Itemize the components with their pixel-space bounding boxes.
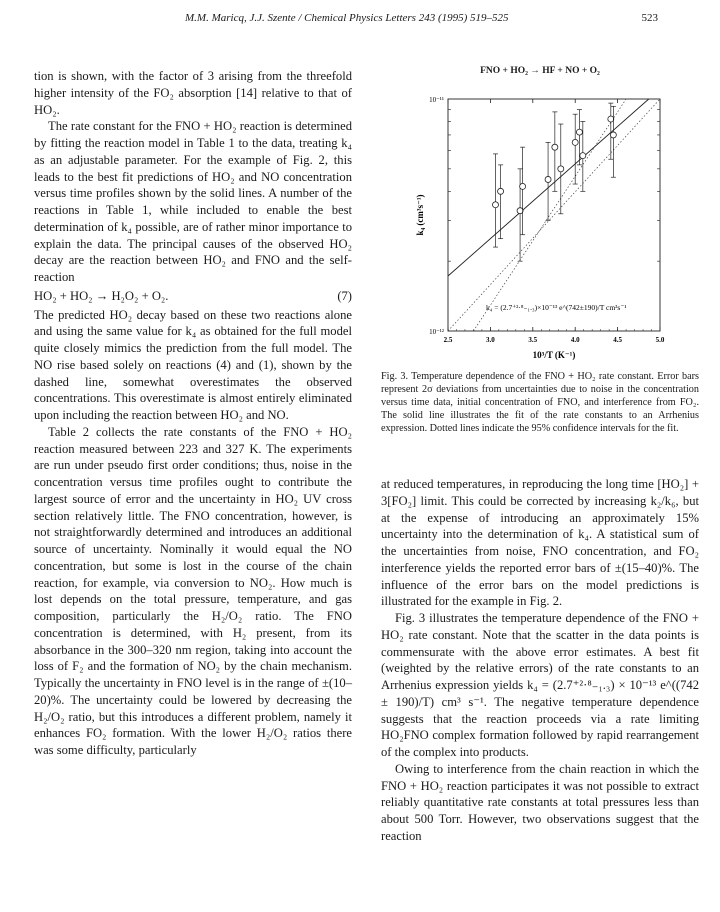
- y-axis-label: k₄ (cm³s⁻¹): [415, 194, 425, 236]
- confidence-line: [448, 99, 660, 331]
- left-column: [34, 68, 352, 759]
- data-point: [572, 139, 578, 145]
- paragraph: Fig. 3 illustrates the temperature dependence of the FNO + HO₂ rate constant. Note that the scatter in the data points is commensurate with the above error estimates. A best fit (weighted by the relative errors) of the rate constants to an Arrhenius expression yields k₄ = (2.7⁺²·⁸₋₁.₃) × 10⁻¹³ e^((742 ± 190)/T) cm³ s⁻¹. The negative temperature dependence suggests that the reaction proceeds via a rate limiting HO₂FNO complex formation followed by rapid rearrangement of the complex into products.: [381, 611, 699, 759]
- x-tick-label: 5.0: [655, 336, 665, 344]
- ytick-label-top: 10⁻¹¹: [429, 96, 444, 104]
- x-tick-label: 4.5: [613, 336, 622, 344]
- equation-number: (7): [337, 288, 352, 303]
- paragraph: The rate constant for the FNO + HO₂ reaction is determined by fitting the reaction model in Table 1 to the data, treating k₄ as an adjustable parameter. For the example of Fig. 2, this leads to the best fit predictions of HO₂ and NO concentration versus time profiles shown by the solid lines. A number of the reactions in Table 1, while included to enable the best determination of k₄ possible, are of rather minor importance to explain the data. The principal causes of the observed HO₂ decay are the reaction between HO₂ and FNO and the self-reaction: [34, 119, 352, 284]
- data-point: [610, 132, 616, 138]
- equation-text: HO₂ + HO₂ → H₂O₂ + O₂.: [34, 288, 169, 303]
- fit-label: k₄ = (2.7⁺²·⁸₋₁.₃)×10⁻¹³ e^(742±190)/T cm³s⁻¹: [486, 303, 627, 312]
- equation-7: [34, 288, 352, 305]
- figure-caption: Fig. 3. Temperature dependence of the FNO + HO₂ rate constant. Error bars represent 2σ deviations from uncertainties due to noise in the concentration versus time data, initial concentration of FNO, and interference from FO₂. The solid line illustrates the fit of the rate constants to an Arrhenius expression. Dotted lines indicate the 95% confidence intervals for the fit.: [381, 371, 699, 434]
- data-point: [608, 116, 614, 122]
- data-point: [517, 208, 523, 214]
- x-tick-label: 3.5: [528, 336, 538, 344]
- paragraph: at reduced temperatures, in reproducing the long time [HO₂] + 3[FO₂] limit. This could be corrected by increasing k₂/k₆, but at the expense of introducing an approximately 15% uncertainty into the determination of k₄. A statistical sum of the uncertainties from noise, FNO concentration, and FO₂ interference yields the reported error bars of ±(15–40)%. The influence of the error bars on the model predictions is illustrated for the example in Fig. 2.: [381, 477, 699, 609]
- ytick-label-bottom: 10⁻¹²: [429, 328, 444, 336]
- data-point: [552, 144, 558, 150]
- x-tick-label: 3.0: [486, 336, 495, 344]
- data-point: [576, 129, 582, 135]
- paragraph: tion is shown, with the factor of 3 arising from the threefold higher intensity of the FO₂ absorption [14] relative to that of HO₂.: [34, 69, 352, 117]
- x-axis-label: 10³/T (K⁻¹): [532, 350, 576, 360]
- data-point: [558, 166, 564, 172]
- arrhenius-plot: [381, 76, 699, 376]
- x-tick-label: 4.0: [570, 336, 580, 344]
- running-head: M.M. Maricq, J.J. Szente / Chemical Physics Letters 243 (1995) 519–525: [185, 12, 509, 24]
- paragraph: The predicted HO₂ decay based on these two reactions alone and using the same value for k₄ as obtained for the full model quite closely mimics the prediction from the full model. The NO rise based solely on reactions (4) and (1), shown by the dashed line, somewhat overestimates the observed concentrations. This overestimate is almost entirely eliminated upon including the reaction between HO₂ and NO.: [34, 307, 352, 422]
- data-point: [545, 176, 551, 182]
- running-header: [0, 12, 720, 28]
- data-point: [520, 183, 526, 189]
- data-point: [580, 153, 586, 159]
- data-point: [498, 188, 504, 194]
- figure-title: FNO + HO₂ → HF + NO + O₂: [480, 66, 600, 76]
- paragraph: Table 2 collects the rate constants of the FNO + HO₂ reaction measured between 223 and 327 K. The experiments are run under pseudo first order conditions; thus, noise in the concentration versus time profiles ought to contribute the largest source of error and the uncertainty in HO₂ UV cross section relatively little. The FNO concentration, however, is not straightforwardly determined and introduces an additional source of uncertainty. Nominally it would equal the NO concentration, but some is lost in the course of the chain reaction, for example, via conversion to NO₂. How much is lost depends on the total pressure, temperature, and gas composition, particularly the H₂/O₂ ratio. The FNO concentration is determined, with H₂ present, from its absorbance in the 300–320 nm region, taking into account the loss of F₂ and the formation of NO₂ by the chain mechanism. Typically the uncertainty in FNO level is in the range of ±(10–20)%. The uncertainty could be lowered by decreasing the H₂/O₂ ratio, but this introduces a different problem, namely it enhances FO₂ formation. With the lower H₂/O₂ ratios there was some difficulty, particularly: [34, 424, 352, 757]
- data-point: [492, 202, 498, 208]
- page-number: 523: [641, 12, 658, 24]
- paragraph: Owing to interference from the chain reaction in which the FNO + HO₂ reaction participates it was not possible to extract reliably quantitative rate constants at total pressures less than about 500 Torr. However, two observations suggest that the reaction: [381, 761, 699, 843]
- x-tick-label: 2.5: [443, 336, 453, 344]
- confidence-line: [473, 99, 626, 331]
- right-column: [381, 476, 699, 845]
